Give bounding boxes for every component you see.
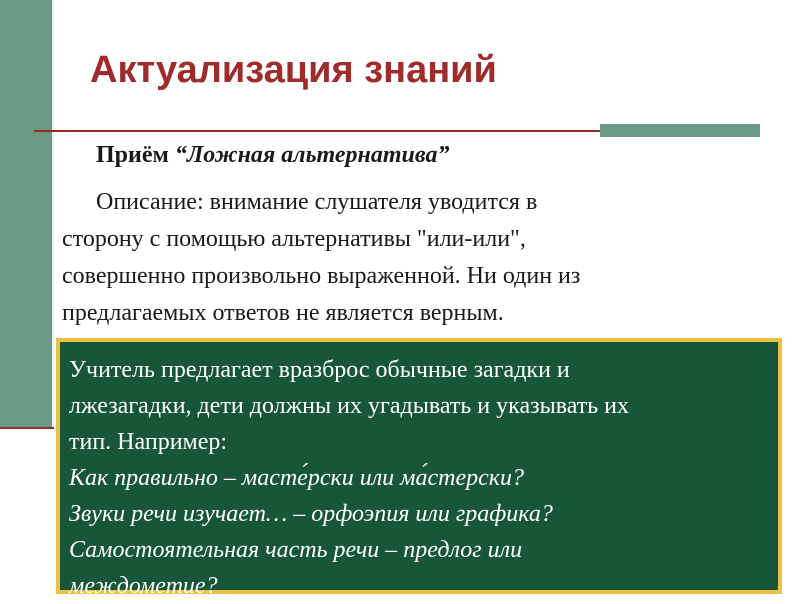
description-paragraph: [62, 184, 762, 332]
description-line: Описание: внимание слушателя уводится в: [96, 189, 538, 215]
left-decor-bar: [0, 0, 54, 427]
example-question-line: междометие?: [69, 573, 218, 599]
example-question-line: Как правильно – масте́рски или ма́стерски?: [69, 465, 525, 491]
example-question-line: Звуки речи изучает… – орфоэпия или графика?: [69, 501, 553, 527]
example-question-line: Самостоятельная часть речи – предлог или: [69, 537, 523, 563]
slide-title: Актуализация знаний: [90, 49, 497, 91]
technique-label: Приём: [96, 142, 175, 168]
example-intro-line: тип. Например:: [69, 429, 228, 455]
description-line: предлагаемых ответов не является верным.: [62, 300, 504, 326]
technique-heading: [96, 142, 449, 169]
example-intro-line: Учитель предлагает вразброс обычные загадки и: [69, 357, 570, 383]
description-line: совершенно произвольно выраженной. Ни один из: [62, 263, 581, 289]
example-box: [56, 338, 782, 599]
title-divider-accent: [600, 124, 760, 137]
technique-name: “Ложная альтернатива”: [174, 142, 450, 168]
description-line: сторону с помощью альтернативы "или-или",: [62, 226, 526, 252]
example-intro-line: лжезагадки, дети должны их угадывать и указывать их: [69, 393, 630, 419]
left-decor-underline: [0, 427, 54, 429]
